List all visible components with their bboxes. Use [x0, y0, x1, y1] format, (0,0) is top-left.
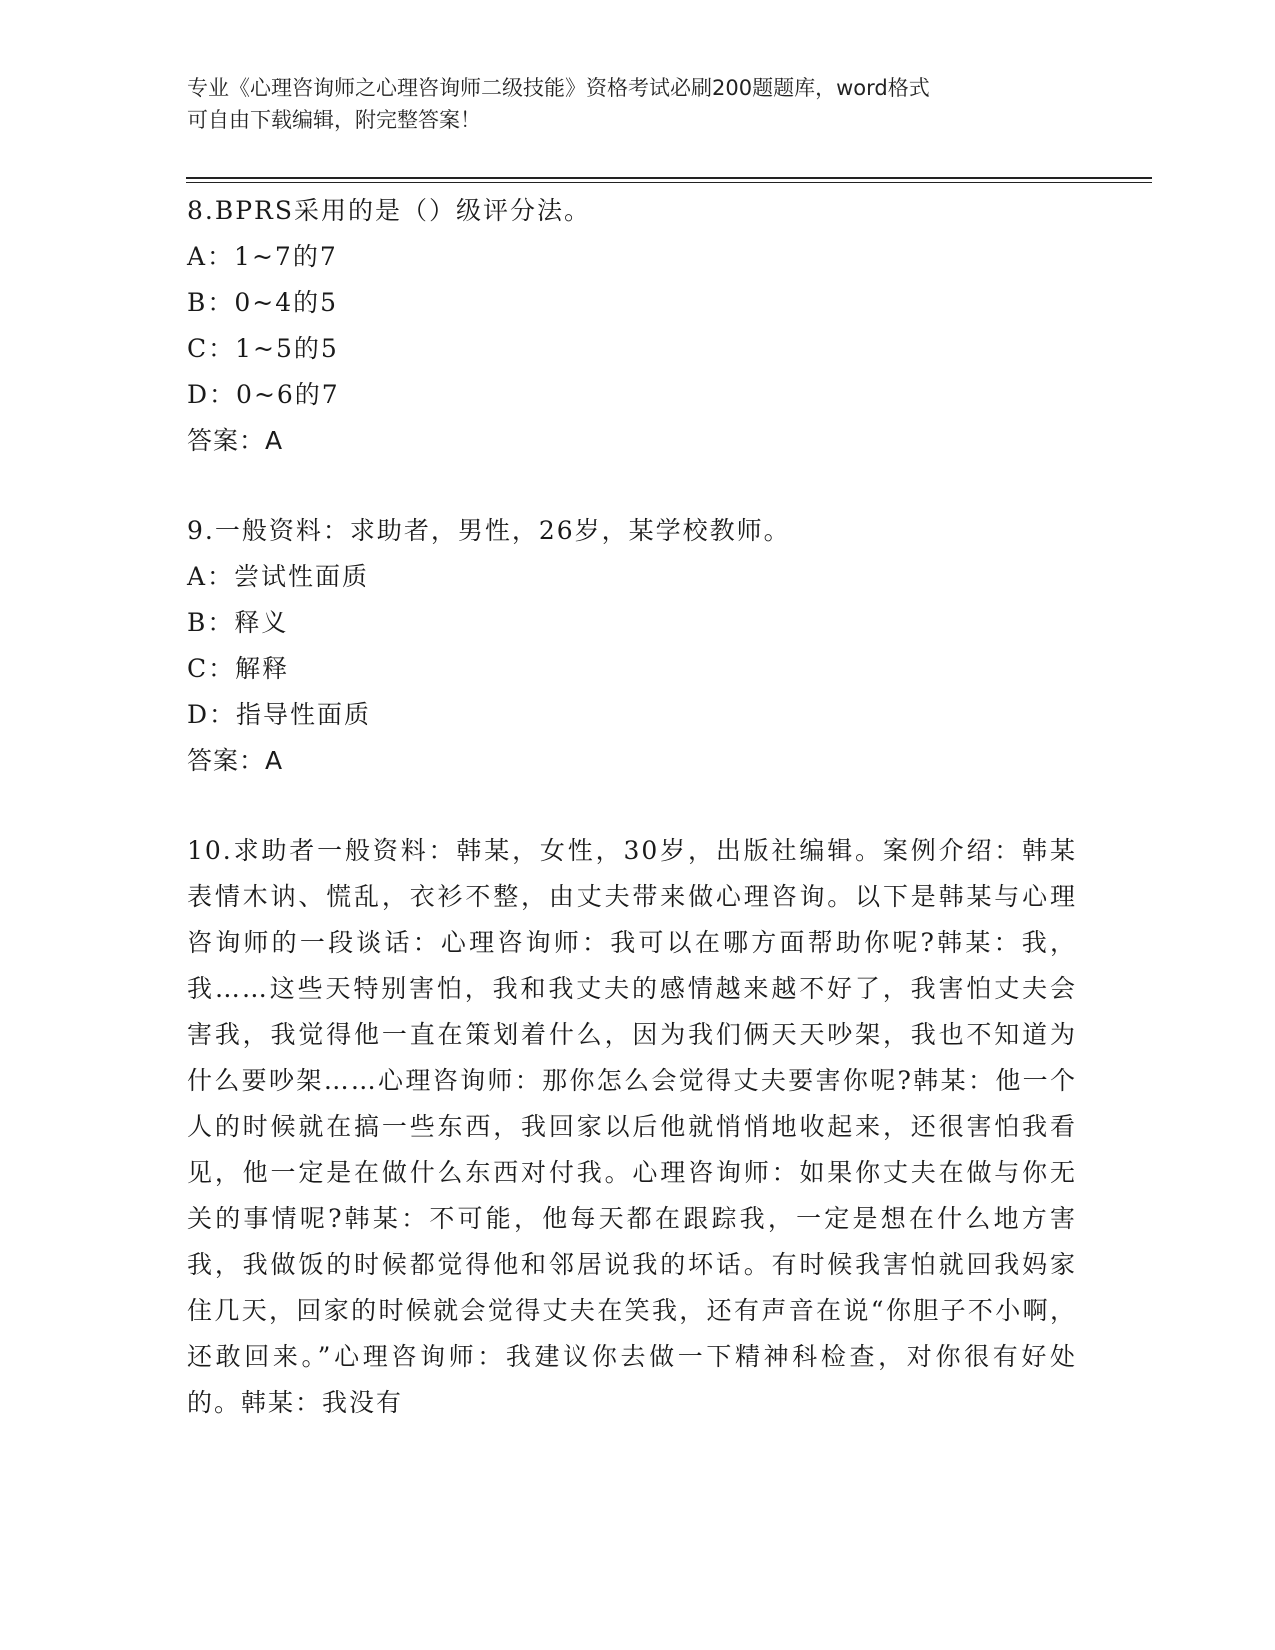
header-line-2: 可自由下载编辑，附完整答案！	[187, 108, 481, 132]
header-divider	[186, 177, 1152, 183]
option-c: C：1~5的5	[187, 334, 339, 363]
question-stem: 9.一般资料：求助者，男性，26岁，某学校教师。	[187, 516, 791, 545]
question-10	[187, 828, 1087, 1426]
option-c: C：解释	[187, 654, 290, 683]
question-stem: 10.求助者一般资料：韩某，女性，30岁，出版社编辑。案例介绍：韩某表情木讷、慌乱，衣衫不整，由丈夫带来做心理咨询。以下是韩某与心理咨询师的一段谈话：心理咨询师：我可以在哪方面帮助你呢?韩某：我，我……这些天特别害怕，我和我丈夫的感情越来越不好了，我害怕丈夫会害我，我觉得他一直在策划着什么，因为我们俩天天吵架，我也不知道为什么要吵架……心理咨询师：那你怎么会觉得丈夫要害你呢?韩某：他一个人的时候就在搞一些东西，我回家以后他就悄悄地收起来，还很害怕我看见，他一定是在做什么东西对付我。心理咨询师：如果你丈夫在做与你无关的事情呢?韩某：不可能，他每天都在跟踪我，一定是想在什么地方害我，我做饭的时候都觉得他和邻居说我的坏话。有时候我害怕就回我妈家住几天，回家的时候就会觉得丈夫在笑我，还有声音在说“你胆子不小啊，还敢回来。”心理咨询师：我建议你去做一下精神科检查，对你很有好处的。韩某：我没有	[187, 836, 1077, 1417]
header-line-1: 专业《心理咨询师之心理咨询师二级技能》资格考试必刷200题题库，word格式	[187, 76, 930, 100]
option-b: B：0~4的5	[187, 288, 339, 317]
option-a: A：尝试性面质	[187, 562, 370, 591]
answer-label: 答案：A	[187, 426, 284, 455]
answer-label: 答案：A	[187, 746, 284, 775]
question-8	[187, 188, 1087, 464]
question-stem: 8.BPRS采用的是（）级评分法。	[187, 196, 591, 225]
option-d: D：0~6的7	[187, 380, 340, 409]
question-9	[187, 508, 1087, 784]
option-d: D：指导性面质	[187, 700, 372, 729]
option-b: B：释义	[187, 608, 289, 637]
document-body	[187, 188, 1087, 1470]
option-a: A：1~7的7	[187, 242, 338, 271]
page-header	[187, 72, 1067, 136]
